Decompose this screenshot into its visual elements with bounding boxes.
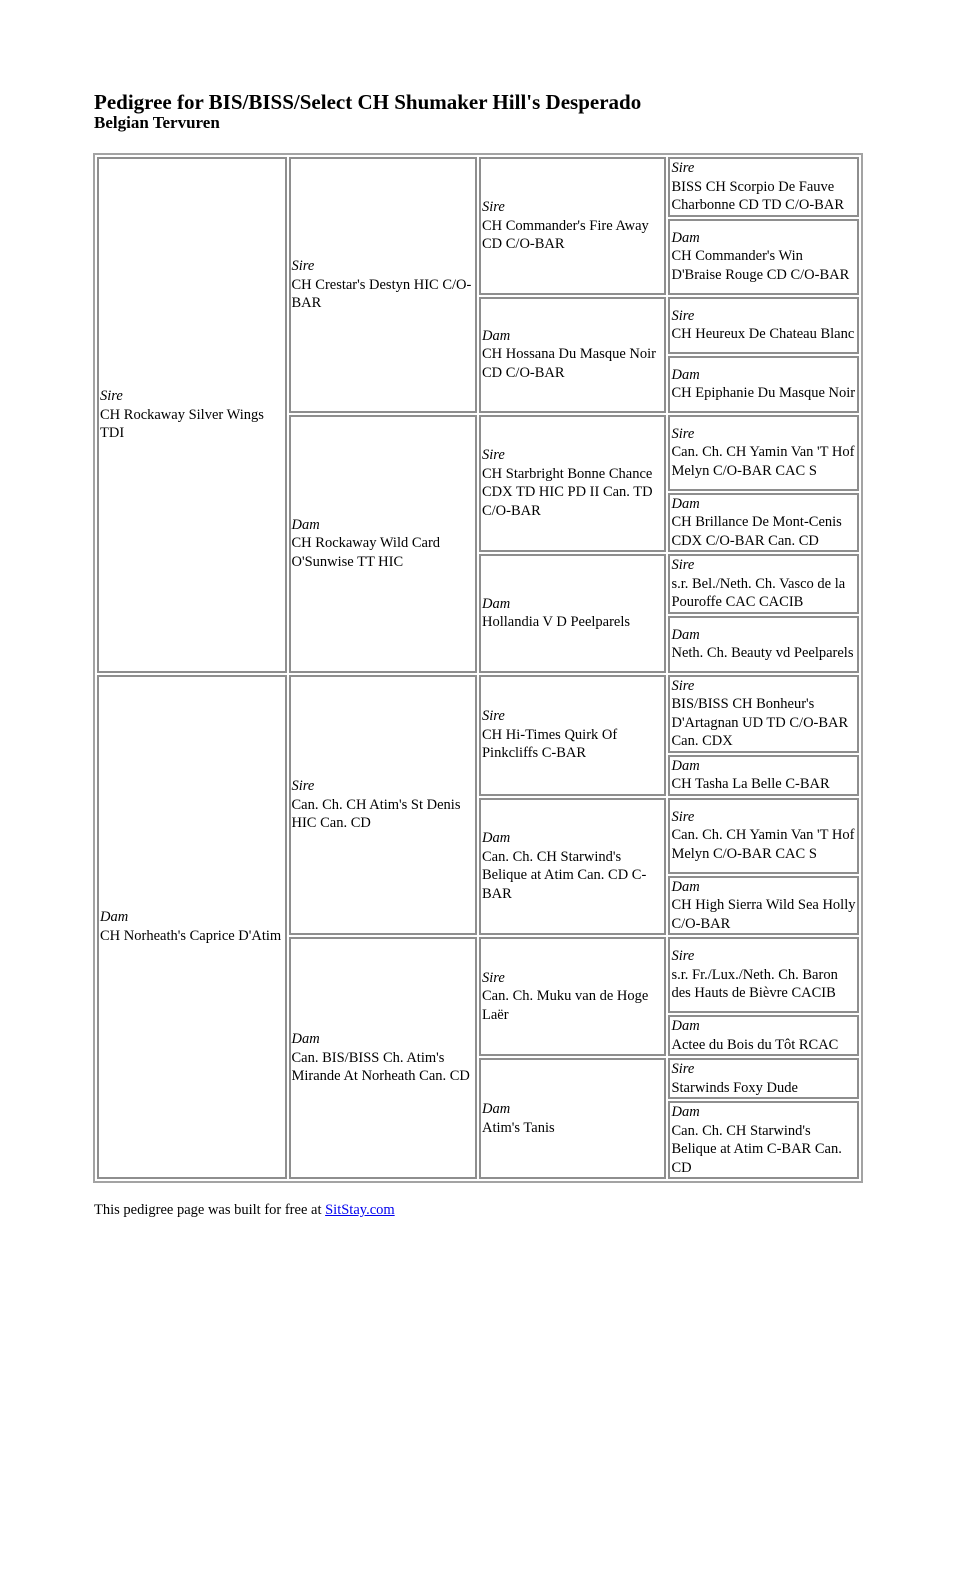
dog-name: Hollandia V D Peelparels xyxy=(481,614,631,631)
role-label: Sire xyxy=(671,425,695,442)
role-label: Sire xyxy=(671,808,695,825)
role-label: Dam xyxy=(481,595,511,612)
pedigree-cell-gen1-dam xyxy=(97,675,287,1180)
role-label: Dam xyxy=(481,327,511,344)
role-label: Dam xyxy=(671,757,700,774)
dog-name: CH Rockaway Wild Card O'Sunwise TT HIC xyxy=(291,535,441,570)
dog-name: Can. Ch. CH Yamin Van 'T Hof Melyn C/O-BAR CAC S xyxy=(671,827,855,862)
dog-name: Can. Ch. CH Yamin Van 'T Hof Melyn C/O-BAR CAC S xyxy=(671,444,855,479)
dog-name: Can. Ch. CH Starwind's Belique at Atim C-BAR Can. CD xyxy=(671,1122,842,1176)
role-label: Sire xyxy=(671,677,695,694)
pedigree-cell-gen4 xyxy=(668,219,859,295)
role-label: Dam xyxy=(671,878,700,895)
pedigree-cell-gen4 xyxy=(668,1015,859,1056)
pedigree-table xyxy=(93,153,863,1183)
pedigree-cell-gen4 xyxy=(668,876,859,936)
dog-name: Can. Ch. CH Starwind's Belique at Atim Can. CD C-BAR xyxy=(481,848,647,902)
dog-name: CH Heureux De Chateau Blanc xyxy=(671,326,855,342)
pedigree-cell-gen4 xyxy=(668,798,859,874)
pedigree-cell-gen3 xyxy=(479,297,666,413)
dog-name: Can. Ch. CH Atim's St Denis HIC Can. CD xyxy=(291,796,461,831)
breed-subtitle: Belgian Tervuren xyxy=(94,113,220,132)
dog-name: Atim's Tanis xyxy=(481,1119,555,1136)
pedigree-cell-gen3 xyxy=(479,157,666,295)
role-label: Sire xyxy=(671,557,695,573)
pedigree-cell-gen4 xyxy=(668,755,859,796)
role-label: Dam xyxy=(671,1104,700,1120)
role-label: Sire xyxy=(481,969,505,986)
role-label: Sire xyxy=(100,388,123,404)
role-label: Sire xyxy=(291,258,315,274)
pedigree-cell-gen4 xyxy=(668,554,859,614)
role-label: Dam xyxy=(481,830,511,847)
pedigree-cell-gen3 xyxy=(479,554,666,673)
footer-text: This pedigree page was built for free at xyxy=(94,1202,326,1218)
sitstay-link[interactable]: SitStay.com xyxy=(325,1202,395,1218)
pedigree-cell-gen4 xyxy=(668,1101,859,1179)
pedigree-cell-gen2-dam-dam xyxy=(289,937,477,1179)
dog-name: CH Commander's Fire Away CD C/O-BAR xyxy=(481,217,649,252)
pedigree-cell-gen2-sire-sire xyxy=(289,157,477,413)
dog-name: s.r. Bel./Neth. Ch. Vasco de la Pouroffe CAC CACIB xyxy=(671,575,846,610)
dog-name: CH Tasha La Belle C-BAR xyxy=(671,776,830,792)
pedigree-cell-gen3 xyxy=(479,1058,666,1179)
role-label: Sire xyxy=(671,160,695,176)
pedigree-cell-gen4 xyxy=(668,297,859,354)
pedigree-cell-gen4 xyxy=(668,157,859,217)
role-label: Dam xyxy=(100,909,129,926)
pedigree-cell-gen1-sire xyxy=(97,157,287,673)
role-label: Sire xyxy=(481,708,505,725)
role-label: Sire xyxy=(481,199,505,215)
pedigree-cell-gen3 xyxy=(479,937,666,1056)
pedigree-cell-gen4 xyxy=(668,616,859,673)
role-label: Sire xyxy=(671,307,695,324)
pedigree-cell-gen2-sire-dam xyxy=(289,415,477,673)
dog-name: CH Crestar's Destyn HIC C/O-BAR xyxy=(291,276,472,311)
footer xyxy=(94,1201,395,1219)
dog-name: CH Hi-Times Quirk Of Pinkcliffs C-BAR xyxy=(481,726,618,762)
role-label: Dam xyxy=(671,1018,700,1034)
role-label: Dam xyxy=(291,1031,320,1048)
dog-name: Neth. Ch. Beauty vd Peelparels xyxy=(671,645,854,661)
dog-name: CH Brillance De Mont-Cenis CDX C/O-BAR Can. CD xyxy=(671,514,842,549)
role-label: Sire xyxy=(671,948,695,965)
pedigree-cell-gen3 xyxy=(479,798,666,936)
role-label: Sire xyxy=(671,1061,695,1077)
role-label: Dam xyxy=(481,1101,511,1117)
pedigree-cell-gen2-dam-sire xyxy=(289,675,477,936)
role-label: Dam xyxy=(671,229,700,246)
dog-name: BISS CH Scorpio De Fauve Charbonne CD TD C/O-BAR xyxy=(671,178,844,213)
dog-name: Can. BIS/BISS Ch. Atim's Mirande At Norheath Can. CD xyxy=(291,1049,470,1085)
role-label: Dam xyxy=(291,516,320,533)
dog-name: Actee du Bois du Tôt RCAC xyxy=(671,1036,839,1053)
dog-name: BIS/BISS CH Bonheur's D'Artagnan UD TD C/O-BAR Can. CDX xyxy=(671,696,849,749)
dog-name: CH Norheath's Caprice D'Atim xyxy=(100,927,282,944)
dog-name: CH Commander's Win D'Braise Rouge CD C/O-BAR xyxy=(671,248,850,283)
dog-name: CH High Sierra Wild Sea Holly C/O-BAR xyxy=(671,897,856,932)
dog-name: Can. Ch. Muku van de Hoge Laër xyxy=(481,988,649,1023)
dog-name: CH Epiphanie Du Masque Noir xyxy=(671,385,856,401)
role-label: Dam xyxy=(671,495,700,512)
pedigree-cell-gen3 xyxy=(479,415,666,553)
dog-name: s.r. Fr./Lux./Neth. Ch. Baron des Hauts de Bièvre CACIB xyxy=(671,966,838,1002)
role-label: Dam xyxy=(671,626,700,643)
pedigree-cell-gen4 xyxy=(668,415,859,491)
dog-name: CH Starbright Bonne Chance CDX TD HIC PD II Can. TD C/O-BAR xyxy=(481,465,653,519)
role-label: Dam xyxy=(671,366,700,383)
role-label: Sire xyxy=(291,778,315,794)
pedigree-cell-gen4 xyxy=(668,937,859,1013)
pedigree-cell-gen4 xyxy=(668,356,859,413)
pedigree-cell-gen4 xyxy=(668,675,859,753)
dog-name: Starwinds Foxy Dude xyxy=(671,1079,798,1096)
dog-name: CH Rockaway Silver Wings TDI xyxy=(100,406,264,441)
pedigree-cell-gen3 xyxy=(479,675,666,796)
pedigree-cell-gen4 xyxy=(668,493,859,553)
pedigree-cell-gen4 xyxy=(668,1058,859,1099)
role-label: Sire xyxy=(481,447,505,464)
page-title: Pedigree for BIS/BISS/Select CH Shumaker Hill's Desperado xyxy=(94,90,642,114)
dog-name: CH Hossana Du Masque Noir CD C/O-BAR xyxy=(481,346,656,381)
